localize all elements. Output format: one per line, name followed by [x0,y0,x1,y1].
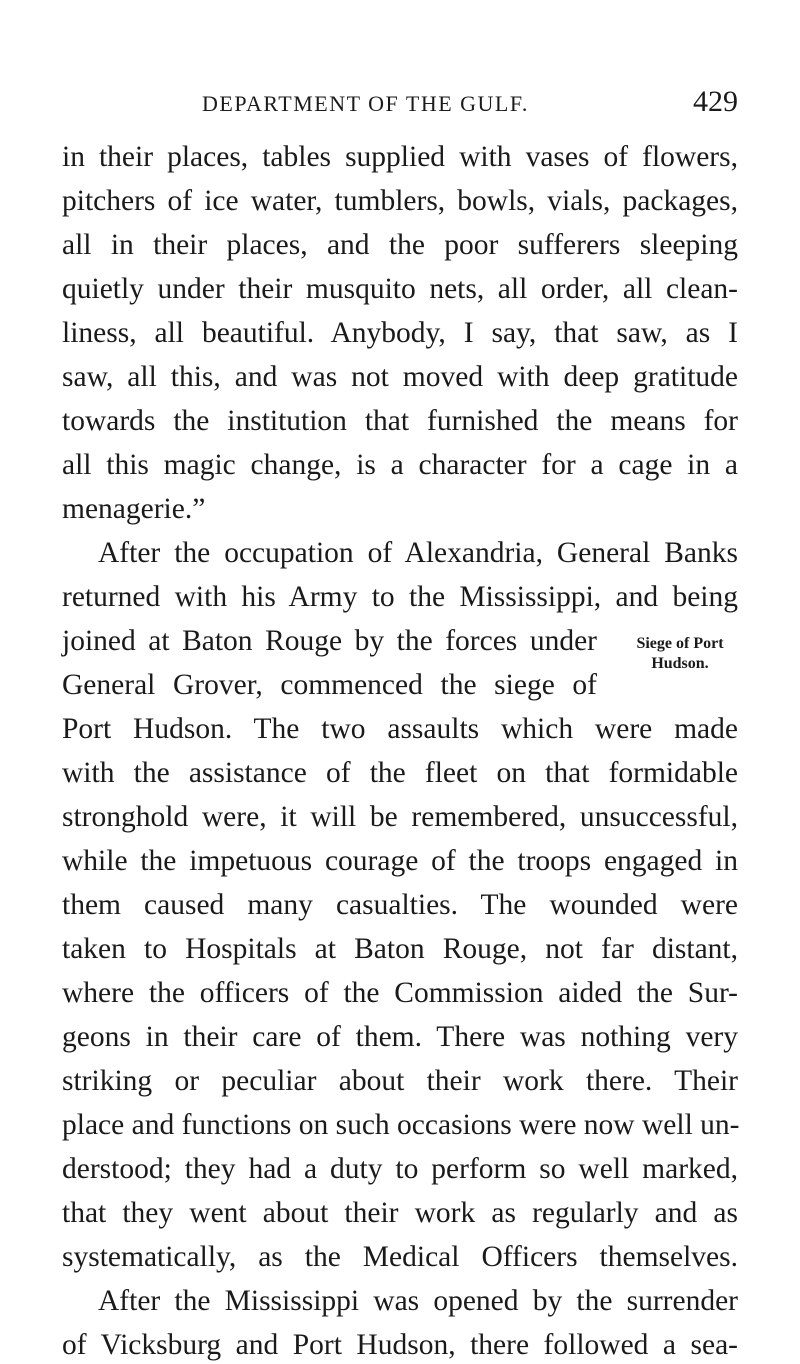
text-line: all this magic change, is a character for a cage in a [62,449,738,481]
text-line: After the Mississippi was opened by the surrender [98,1285,738,1317]
text-line: menagerie.” [62,493,206,525]
text-line: geons in their care of them. There was nothing very [62,1021,738,1053]
text-line: joined at Baton Rouge by the forces under [62,625,597,657]
text-line: stronghold were, it will be remembered, unsuccessful, [62,801,738,833]
text-line: them caused many casualties. The wounded were [62,889,738,921]
text-line: Port Hudson. The two assaults which were made [62,713,738,745]
side-note-siege [620,634,740,674]
text-line: quietly under their musquito nets, all order, all clean- [62,273,738,305]
text-line: in their places, tables supplied with vases of flowers, [62,141,738,173]
text-line: place and functions on such occasions were now well un- [62,1109,740,1141]
text-line: all in their places, and the poor sufferers sleeping [62,229,738,261]
text-line: while the impetuous courage of the troops engaged in [62,845,738,877]
text-line: derstood; they had a duty to perform so well marked, [62,1153,738,1185]
text-line: where the officers of the Commission aided the Sur- [62,977,738,1009]
text-line: of Vicksburg and Port Hudson, there followed a sea- [62,1329,738,1361]
text-line: systematically, as the Medical Officers themselves. [62,1241,738,1273]
text-line: that they went about their work as regularly and as [62,1197,738,1229]
text-line: taken to Hospitals at Baton Rouge, not far distant, [62,933,738,965]
side-note-line: Hudson. [651,655,709,672]
page-number: 429 [693,85,738,118]
page-header [62,85,738,125]
text-line: pitchers of ice water, tumblers, bowls, vials, packages, [62,185,738,217]
text-line: saw, all this, and was not moved with deep gratitude [62,361,738,393]
text-line: with the assistance of the fleet on that formidable [62,757,738,789]
side-note-line: Siege of Port [636,635,724,652]
text-line: towards the institution that furnished the means for [62,405,738,437]
text-line: General Grover, commenced the siege of [62,669,597,701]
text-line: liness, all beautiful. Anybody, I say, that saw, as I [62,317,738,349]
text-line: returned with his Army to the Mississippi, and being [62,581,738,613]
text-line: After the occupation of Alexandria, General Banks [98,537,738,569]
text-line: striking or peculiar about their work there. Their [62,1065,738,1097]
running-title: DEPARTMENT OF THE GULF. [202,91,529,116]
